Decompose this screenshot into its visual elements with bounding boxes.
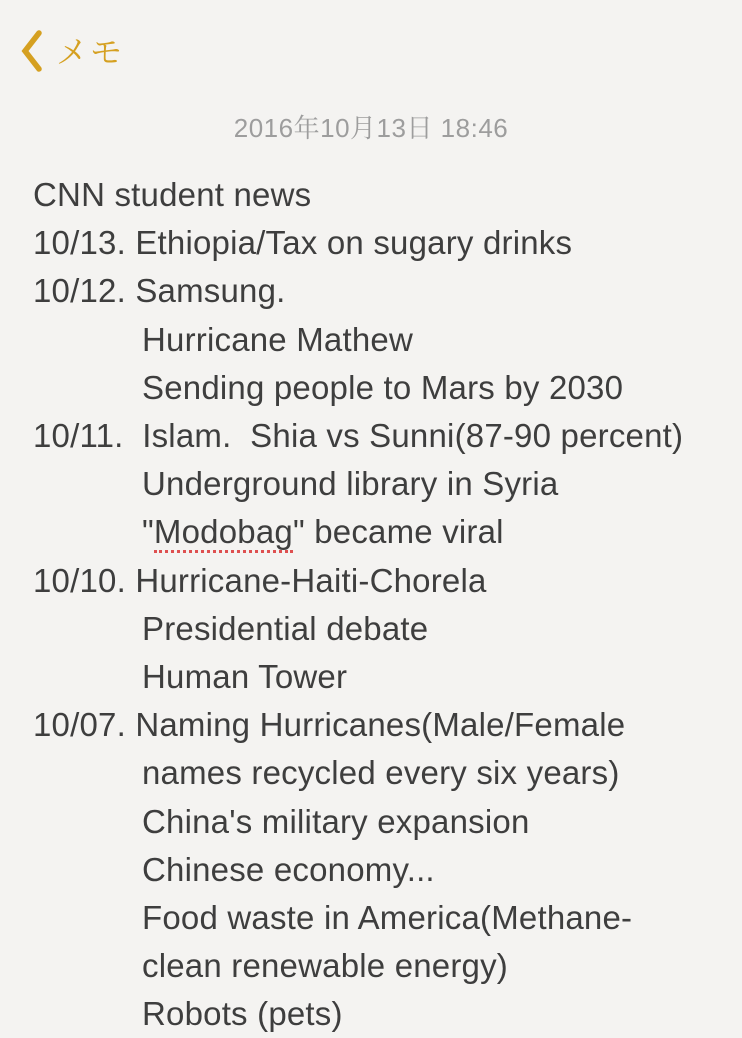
note-date: 2016年10月13日 18:46 <box>233 113 509 143</box>
note-line-segment: " became viral <box>292 513 504 551</box>
back-button-label: メモ <box>56 34 125 70</box>
back-button[interactable] <box>20 30 124 72</box>
note-line <box>33 508 726 556</box>
misspelled-word: Modobag <box>154 513 293 553</box>
note-line: Chinese economy... <box>142 850 435 888</box>
note-line: CNN student news <box>33 176 312 213</box>
note-line: China's military expansion <box>142 802 530 840</box>
note-line: clean renewable energy) <box>142 947 508 985</box>
note-line: Sending people to Mars by 2030 <box>142 368 624 406</box>
note-line: 10/12. Samsung. <box>33 272 286 310</box>
note-line: 10/07. Naming Hurricanes(Male/Female <box>33 706 626 744</box>
note-line: Hurricane Mathew <box>142 320 413 358</box>
note-line: Underground library in Syria <box>142 465 559 503</box>
note-line: Food waste in America(Methane- <box>142 899 633 937</box>
note-line: Human Tower <box>142 658 348 696</box>
note-line: 10/11. Islam. Shia vs Sunni(87-90 percent) <box>33 417 684 455</box>
chevron-left-icon <box>20 30 42 72</box>
note-text-area[interactable] <box>33 171 726 1038</box>
note-line: names recycled every six years) <box>142 754 620 792</box>
note-line: Presidential debate <box>142 609 429 647</box>
note-line-segment: " <box>142 513 154 551</box>
navigation-bar <box>20 26 722 76</box>
note-line: 10/13. Ethiopia/Tax on sugary drinks <box>33 224 573 262</box>
note-line: Robots (pets) <box>142 995 343 1033</box>
note-line: 10/10. Hurricane-Haiti-Chorela <box>33 561 487 599</box>
